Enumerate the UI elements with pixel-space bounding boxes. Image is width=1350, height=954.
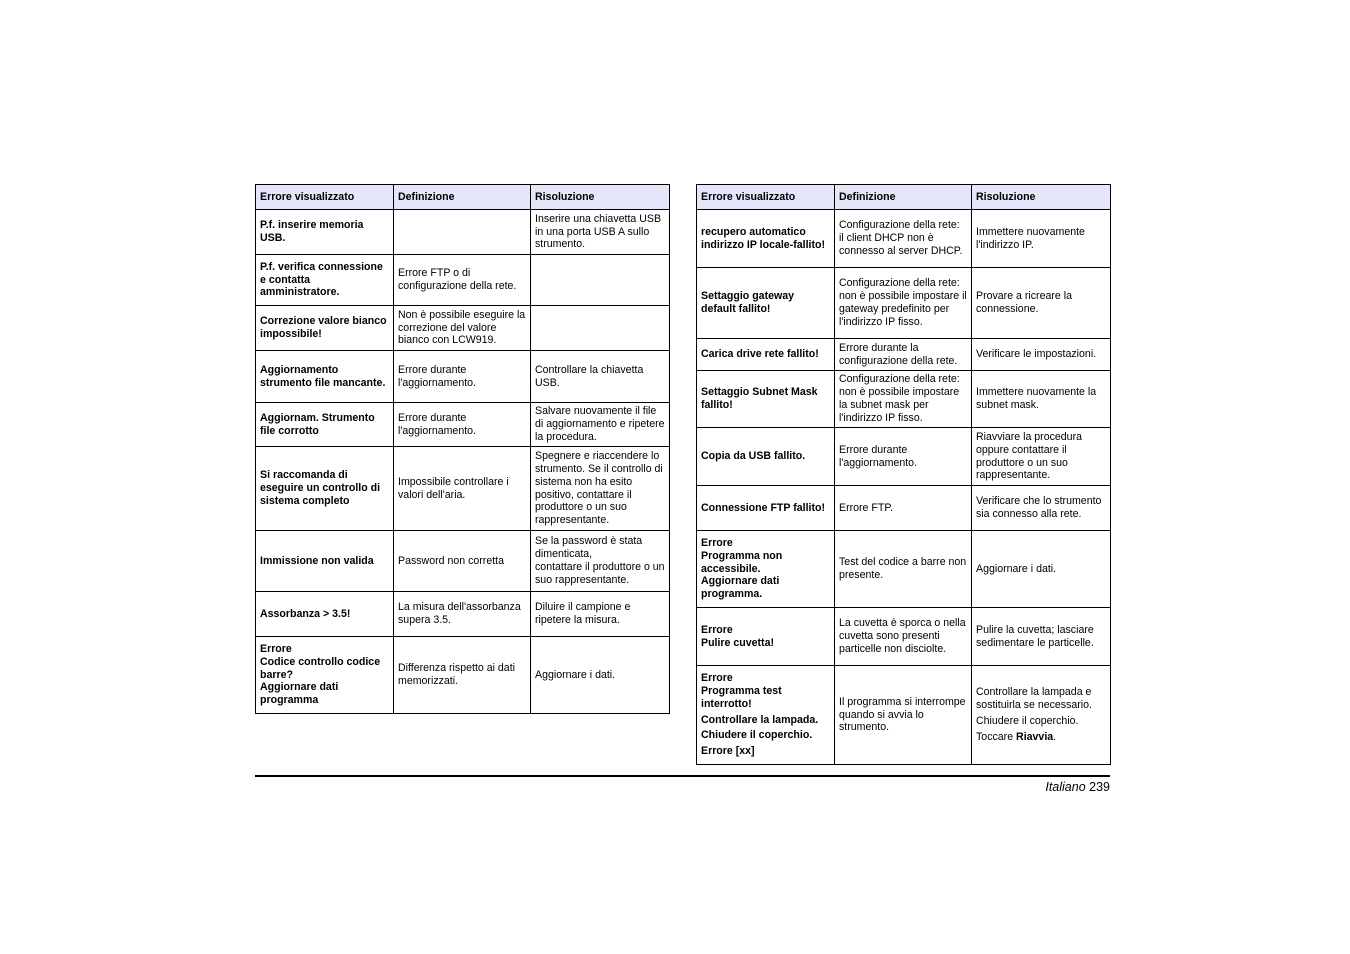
cell-text: Provare a ricreare la connessione. [976, 290, 1072, 315]
cell-text: Errore [701, 623, 733, 636]
definition-cell [835, 268, 972, 339]
header-definition: Definizione [394, 185, 531, 210]
resolution-cell [531, 255, 670, 306]
error-message-cell [256, 403, 394, 447]
cell-text: Riavviare la procedura oppure contattare il produttore o un suo rappresentante. [976, 430, 1082, 482]
cell-text: Inserire una chiavetta USB in una porta USB A sullo strumento. [535, 212, 662, 251]
definition-cell [835, 339, 972, 371]
cell-text: Se la password è stata dimenticata, [535, 535, 643, 561]
cell-text: Aggiornare i dati. [976, 562, 1057, 575]
header-error-displayed: Errore visualizzato [697, 185, 835, 210]
cell-text: Chiudere il coperchio. [976, 715, 1079, 727]
cell-text: Errore [701, 672, 733, 685]
error-message-cell [256, 637, 394, 714]
cell-text: La misura dell'assorbanza supera 3.5. [398, 601, 521, 626]
cell-text: La cuvetta è sporca o nella cuvetta sono presenti particelle non disciolte. [839, 617, 966, 655]
cell-text: Spegnere e riaccendere lo strumento. Se il controllo di sistema non ha esito positivo, contattare il produttore o un suo rappresentante. [535, 450, 663, 527]
cell-text: Pulire cuvetta! [701, 636, 775, 649]
cell-text: Verificare le impostazioni. [976, 348, 1097, 361]
table-row [697, 666, 1111, 765]
cell-text: Test del codice a barre non presente. [839, 556, 967, 581]
cell-text: Controllare la lampada e sostituirla se necessario. [976, 686, 1092, 712]
error-message-cell [256, 210, 394, 255]
cell-text: Toccare Riavvia. [976, 730, 1057, 743]
definition-cell [394, 531, 531, 592]
definition-cell [394, 210, 531, 255]
footer-language: Italiano [1045, 780, 1086, 794]
cell-text: Non è possibile eseguire la correzione del valore bianco con LCW919. [398, 308, 526, 347]
definition-cell [835, 428, 972, 486]
error-message-cell [697, 339, 835, 371]
resolution-cell [972, 666, 1111, 765]
cell-text: Copia da USB fallito. [701, 450, 806, 463]
cell-text: Errore durante la configurazione della rete. [839, 341, 958, 367]
resolution-cell [531, 637, 670, 714]
cell-text: Settaggio Subnet Mask fallito! [701, 386, 818, 411]
table-row [256, 351, 670, 403]
cell-text: Errore FTP o di configurazione della rete. [398, 267, 517, 292]
cell-text: Immettere nuovamente l'indirizzo IP. [976, 225, 1085, 251]
table-row [256, 255, 670, 306]
table-row [697, 268, 1111, 339]
resolution-cell [531, 403, 670, 447]
cell-text: Salvare nuovamente il file di aggiornamento e ripetere la procedura. [535, 405, 665, 443]
table-row [256, 403, 670, 447]
cell-text: Errore FTP. [839, 501, 893, 514]
page-footer [1045, 780, 1110, 794]
error-message-cell [256, 447, 394, 531]
cell-text: P.f. verifica connessione e contatta amministratore. [260, 260, 383, 299]
error-message-cell [256, 351, 394, 403]
error-message-cell [256, 255, 394, 306]
table-row [697, 339, 1111, 371]
resolution-cell [531, 592, 670, 637]
cell-text: Errore durante l'aggiornamento. [839, 443, 917, 469]
error-message-cell [256, 306, 394, 351]
cell-text: Controllare la lampada. [701, 713, 819, 726]
resolution-cell [531, 531, 670, 592]
cell-text: Configurazione della rete: il client DHCP non è connesso al server DHCP. [839, 219, 963, 257]
footer-rule [255, 775, 1110, 777]
cell-text: Impossibile controllare i valori dell'aria. [398, 475, 509, 501]
cell-text: Immissione non valida [260, 554, 374, 567]
resolution-cell [972, 268, 1111, 339]
definition-cell [394, 306, 531, 351]
cell-text: recupero automatico indirizzo IP locale-fallito! [701, 225, 826, 251]
error-message-cell [697, 268, 835, 339]
resolution-cell [531, 447, 670, 531]
bold-keyword: Riavvia [1016, 730, 1054, 743]
table-row [697, 371, 1111, 428]
header-definition: Definizione [835, 185, 972, 210]
cell-text: Errore durante l'aggiornamento. [398, 363, 476, 389]
cell-text: Password non corretta [398, 554, 504, 567]
cell-text: Configurazione della rete: non è possibile impostare il gateway predefinito per l'indirizzo IP fisso. [839, 277, 967, 328]
cell-text: Errore durante l'aggiornamento. [398, 411, 476, 437]
resolution-cell [972, 531, 1111, 608]
cell-text: Correzione valore bianco impossibile! [260, 315, 387, 340]
cell-text: Controllare la chiavetta USB. [535, 363, 644, 389]
cell-text: Il programma si interrompe quando si avvia lo strumento. [839, 695, 966, 734]
table-row [256, 531, 670, 592]
table-row [697, 428, 1111, 486]
resolution-cell [972, 608, 1111, 666]
page-number: 239 [1089, 780, 1110, 794]
table-row [256, 592, 670, 637]
resolution-cell [972, 339, 1111, 371]
error-message-cell [697, 666, 835, 765]
resolution-cell [972, 428, 1111, 486]
definition-cell [394, 592, 531, 637]
table-header-row [256, 185, 670, 210]
resolution-cell [972, 486, 1111, 531]
definition-cell [394, 255, 531, 306]
cell-text: Programma non accessibile. [701, 549, 783, 575]
error-message-cell [256, 592, 394, 637]
definition-cell [394, 637, 531, 714]
definition-cell [835, 486, 972, 531]
table-row [256, 210, 670, 255]
header-resolution: Risoluzione [972, 185, 1111, 210]
resolution-cell [972, 210, 1111, 268]
cell-text: Assorbanza > 3.5! [260, 607, 351, 620]
cell-text: Programma test interrotto! [701, 684, 782, 710]
table-row [697, 486, 1111, 531]
cell-text: Si raccomanda di eseguire un controllo di sistema completo [260, 469, 381, 507]
cell-text: Connessione FTP fallito! [701, 501, 825, 514]
cell-text: Settaggio gateway default fallito! [701, 290, 795, 315]
error-message-cell [697, 486, 835, 531]
definition-cell [835, 371, 972, 428]
cell-text: Configurazione della rete: non è possibile impostare la subnet mask per l'indirizzo IP fisso. [839, 373, 960, 424]
cell-text: Aggiornamento strumento file mancante. [260, 363, 386, 389]
cell-text: Errore [260, 643, 292, 655]
table-row [256, 447, 670, 531]
cell-text: Immettere nuovamente la subnet mask. [976, 386, 1097, 411]
resolution-cell [531, 351, 670, 403]
error-message-cell [256, 531, 394, 592]
definition-cell [394, 447, 531, 531]
definition-cell [835, 666, 972, 765]
cell-text: Differenza rispetto ai dati memorizzati. [398, 662, 515, 687]
definition-cell [835, 210, 972, 268]
table-row [256, 637, 670, 714]
cell-text: Errore [701, 537, 733, 549]
cell-text: Diluire il campione e ripetere la misura. [535, 601, 631, 626]
error-message-cell [697, 531, 835, 608]
definition-cell [394, 351, 531, 403]
definition-cell [394, 403, 531, 447]
cell-text: contattare il produttore o un suo rappresentante. [535, 561, 665, 586]
resolution-cell [531, 306, 670, 351]
cell-text: Aggiornare i dati. [535, 668, 616, 681]
table-row [697, 531, 1111, 608]
cell-text: Pulire la cuvetta; lasciare sedimentare le particelle. [976, 623, 1094, 649]
cell-text: Aggiornare dati programma. [701, 575, 780, 601]
error-message-cell [697, 210, 835, 268]
table-row [256, 306, 670, 351]
error-message-cell [697, 608, 835, 666]
resolution-cell [972, 371, 1111, 428]
cell-text: Carica drive rete fallito! [701, 348, 819, 361]
table-row [697, 210, 1111, 268]
cell-text: Aggiornam. Strumento file corrotto [260, 411, 375, 437]
cell-text: P.f. inserire memoria USB. [260, 219, 364, 244]
cell-text: Chiudere il coperchio. [701, 729, 813, 742]
cell-text: Errore [xx] [701, 745, 755, 758]
cell-text: Verificare che lo strumento sia connesso alla rete. [976, 495, 1102, 520]
cell-text: Aggiornare dati programma [260, 681, 339, 707]
cell-text: Codice controllo codice barre? [260, 655, 381, 681]
table-header-row [697, 185, 1111, 210]
table-row [697, 608, 1111, 666]
definition-cell [835, 608, 972, 666]
error-table-left [255, 184, 670, 714]
resolution-cell [531, 210, 670, 255]
error-table-right [696, 184, 1111, 765]
error-message-cell [697, 428, 835, 486]
definition-cell [835, 531, 972, 608]
error-message-cell [697, 371, 835, 428]
header-error-displayed: Errore visualizzato [256, 185, 394, 210]
header-resolution: Risoluzione [531, 185, 670, 210]
